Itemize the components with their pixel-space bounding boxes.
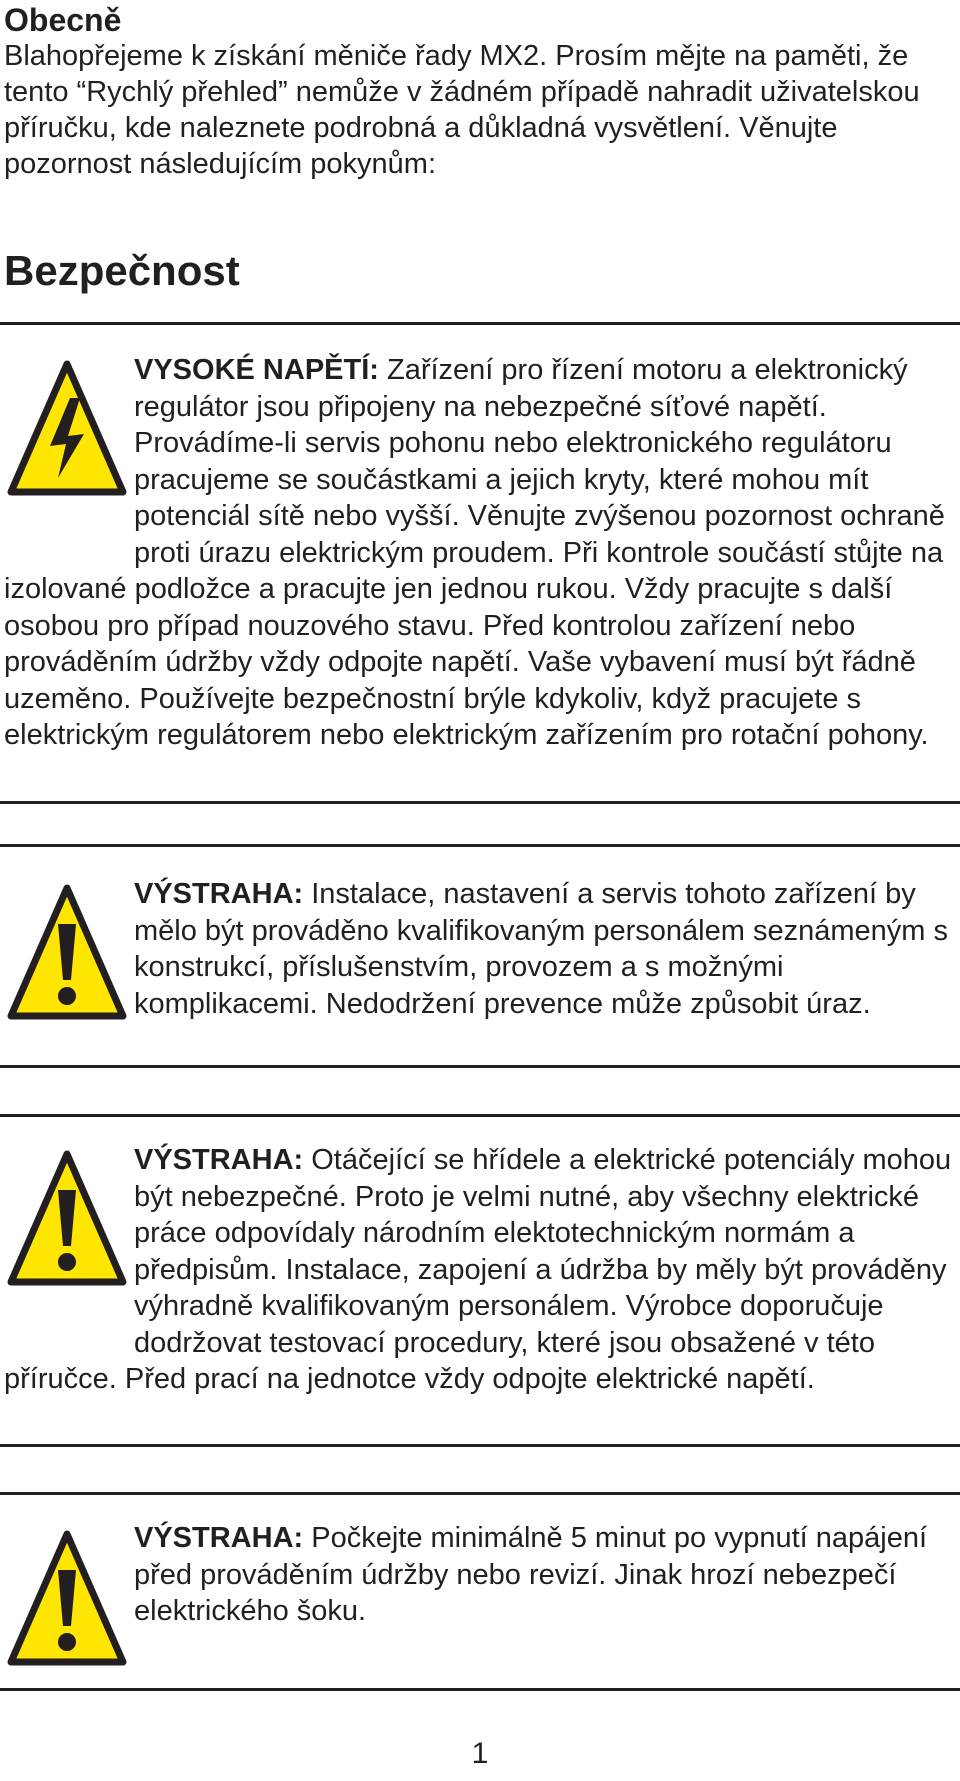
warning-text: Počkejte minimálně 5 minut po vypnutí napájení před prováděním údržby nebo revizí. Jinak hrozí nebezpečí elektrického šoku.	[134, 1522, 928, 1627]
page-number: 1	[471, 1737, 489, 1770]
warning-wait-5-minutes	[4, 1520, 956, 1668]
divider	[0, 1688, 960, 1691]
divider	[0, 1444, 960, 1447]
divider	[0, 801, 960, 804]
section-heading-safety: Bezpečnost	[4, 247, 240, 294]
divider	[0, 322, 960, 325]
divider	[0, 1065, 960, 1068]
warning-text: Instalace, nastavení a servis tohoto zařízení by mělo být prováděno kvalifikovaným personálem seznámeným s konstrukcí, příslušenstvím, provozem a s možnými komplikacemi. Nedodržení prevence může způsobit úraz.	[134, 878, 948, 1020]
warning-lead: VÝSTRAHA:	[134, 878, 304, 910]
warning-qualified-personnel	[4, 876, 956, 1024]
warning-text: Otáčející se hřídele a elektrické potenciály mohou být nebezpečné. Proto je velmi nutné, aby všechny elektrické práce odpovídaly národním elektotechnickým normám a předpisům. Instalace, zapojení a údržba by měly být prováděny výhradně kvalifikovaným personálem. Výrobce doporučuje dodržovat testovací procedury, které jsou obsažené v této příručce. Před prací na jednotce vždy odpojte elektrické napětí.	[4, 1144, 952, 1395]
warning-lead: VÝSTRAHA:	[134, 1522, 304, 1554]
warning-high-voltage	[4, 352, 956, 754]
warning-lead: VYSOKÉ NAPĚTÍ:	[134, 354, 379, 386]
warning-lead: VÝSTRAHA:	[134, 1144, 304, 1176]
warning-rotating-shafts	[4, 1142, 956, 1398]
warning-text: Zařízení pro řízení motoru a elektronický regulátor jsou připojeny na nebezpečné síťové napětí. Provádíme-li servis pohonu nebo elektronického regulátoru pracujeme se součástkami a jejich kryty, které mohou mít potenciál sítě nebo vyšší. Věnujte zvýšenou pozornost ochraně proti úrazu elektrickým proudem. Při kontrole součástí stůjte na izolované podložce a pracujte jen jednou rukou. Vždy pracujte s další osobou pro případ nouzového stavu. Před kontrolou zařízení nebo prováděním údržby vždy odpojte napětí. Vaše vybavení musí být řádně uzeměno. Používejte bezpečnostní brýle kdykoliv, když pracujete s elektrickým regulátorem nebo elektrickým zařízením pro rotační pohony.	[4, 354, 945, 751]
divider	[0, 844, 960, 847]
section-heading-general: Obecně	[4, 2, 122, 38]
intro-paragraph: Blahopřejeme k získání měniče řady MX2. Prosím mějte na paměti, že tento “Rychlý přehled” nemůže v žádném případě nahradit uživatelskou příručku, kde naleznete podrobná a důkladná vysvětlení. Věnujte pozornost následujícím pokynům:	[4, 40, 920, 180]
divider	[0, 1114, 960, 1117]
divider	[0, 1492, 960, 1495]
